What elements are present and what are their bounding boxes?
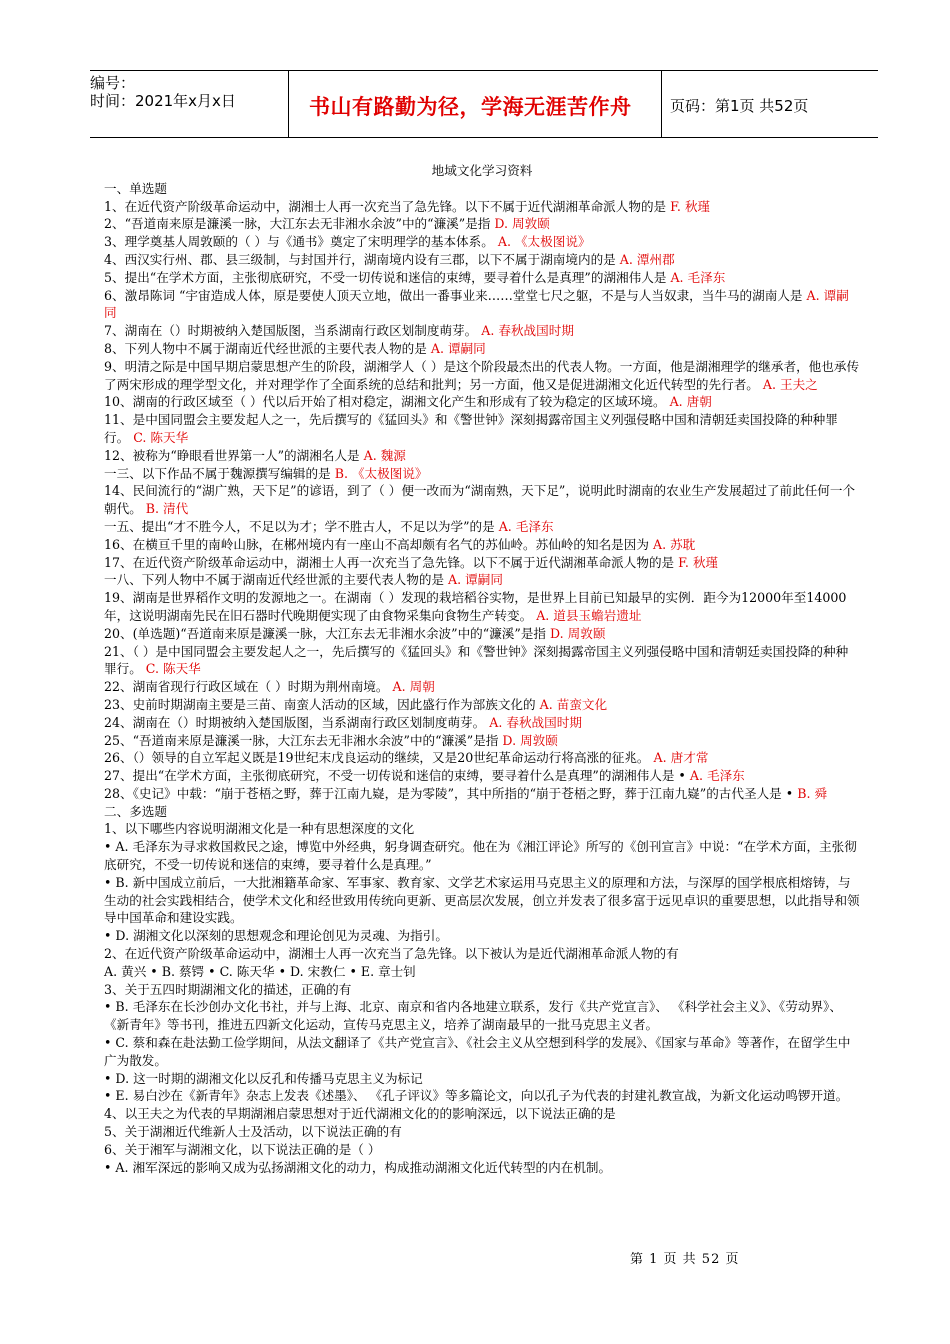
answer-text: F. 秋瑾	[670, 198, 711, 214]
question-text: 一三、以下作品不属于魏源撰写编辑的是	[104, 465, 335, 481]
question-line	[104, 447, 860, 465]
question-text: 3、理学奠基人周敦颐的（ ）与《通书》奠定了宋明理学的基本体系。	[104, 234, 498, 250]
question-line	[104, 820, 860, 838]
question-line	[104, 465, 860, 483]
question-text: 6、激昂陈词 “宇宙造成人体，原是要使人顶天立地，做出一番事业来……堂堂七尺之躯，不是与人当奴隶，当牛马的湖南人是	[104, 287, 807, 303]
question-line	[104, 180, 860, 198]
question-text: 3、关于五四时期湖湘文化的描述，正确的有	[104, 981, 352, 997]
question-line	[104, 1087, 860, 1105]
question-text: 6、关于湘军与湖湘文化，以下说法正确的是（ ）	[104, 1141, 381, 1157]
answer-text: C. 陈天华	[133, 429, 189, 445]
question-line	[104, 1105, 860, 1123]
question-text: 24、湖南在（）时期被纳入楚国版图，当系湖南行政区划制度萌芽。	[104, 714, 490, 730]
question-text: 一、单选题	[104, 180, 167, 196]
question-text: • C. 蔡和森在赴法勤工俭学期间，从法文翻译了《共产党宣言》、《社会主义从空想到科学的发展》、《国家与革命》等著作，在留学生中广为散发。	[104, 1035, 851, 1068]
question-text: 9、明清之际是中国早期启蒙思想产生的阶段，湖湘学人（ ）是这个阶段最杰出的代表人物。一方面，他是湖湘理学的继承者，他也承传了两宋形成的理学型文化，并对理学作了全面系统的总结和批判；另一方面，他又是促进湖湘文化近代转型的先行者。	[104, 358, 860, 392]
answer-text: A. 谭嗣同	[448, 572, 503, 588]
answer-text: C. 陈天华	[145, 661, 201, 677]
answer-text: D. 周敦颐	[550, 625, 606, 641]
question-text: 8、下列人物中不属于湖南近代经世派的主要代表人物的是	[104, 340, 431, 356]
answer-text: D. 周敦颐	[502, 732, 558, 748]
question-text: 4、以王夫之为代表的早期湖湘启蒙思想对于近代湖湘文化的的影响深远，以下说法正确的是	[104, 1106, 616, 1122]
question-line	[104, 927, 860, 945]
question-line	[104, 749, 860, 767]
question-text: 28、《史记》中载：“崩于苍梧之野，葬于江南九嶷，是为零陵”，其中所指的“崩于苍梧之野，葬于江南九嶷”的古代圣人是 •	[104, 785, 798, 801]
question-list	[104, 180, 860, 1177]
question-line	[104, 981, 860, 999]
question-text: 21、（ ）是中国同盟会主要发起人之一，先后撰写的《猛回头》和《警世钟》深刻揭露帝国主义列强侵略中国和清朝廷卖国投降的种种罪行。	[104, 643, 849, 677]
question-line	[104, 322, 860, 340]
answer-text: A. 毛泽东	[689, 768, 745, 784]
question-line	[104, 945, 860, 963]
question-line	[104, 803, 860, 821]
header-meta	[90, 71, 288, 140]
question-line	[104, 625, 860, 643]
question-line	[104, 998, 860, 1034]
answer-text: A. 潭州郡	[619, 251, 675, 267]
time-label: 时间：2021年x月x日	[90, 92, 236, 110]
motto: 书山有路勤为径，学海无涯苦作舟	[309, 95, 632, 119]
question-text: • B. 新中国成立前后，一大批湘籍革命家、军事家、教育家、文学艺术家运用马克思主义的原理和方法，与深厚的国学根底相熔铸，与生动的社会实践相结合，使学术文化和经世致用传统向更新、更高层次发展，创立并发表了很多富于远见卓识的重要思想，以此指导和领导中国革命和建设实践。	[104, 874, 860, 926]
page-footer: 第 1 页 共 52 页	[630, 1252, 740, 1267]
answer-text: D. 周敦颐	[494, 216, 550, 232]
question-text: 2、“吾道南来原是濂溪一脉，大江东去无非湘水余波”中的“濂溪”是指	[104, 216, 495, 232]
question-line	[104, 1159, 860, 1177]
question-text: 5、关于湖湘近代维新人士及活动，以下说法正确的有	[104, 1124, 402, 1140]
question-line	[104, 838, 860, 874]
question-line	[104, 269, 860, 287]
question-line	[104, 518, 860, 536]
question-text: 16、在横亘千里的南岭山脉，在郴州境内有一座山不高却颇有名气的苏仙岭。苏仙岭的知名是因为	[104, 536, 653, 552]
question-text: 23、史前时期湖南主要是三苗、南蛮人活动的区域，因此盛行作为部族文化的	[104, 696, 540, 712]
question-text: • D. 湖湘文化以深刻的思想观念和理论创见为灵魂、为指引。	[104, 928, 448, 944]
answer-text: A. 道县玉蟾岩遗址	[536, 607, 642, 623]
question-line	[104, 1034, 860, 1070]
question-line	[104, 198, 860, 216]
question-text: 4、西汉实行州、郡、县三级制，与封国并行，湖南境内设有三郡，以下不属于湖南境内的是	[104, 251, 620, 267]
question-line	[104, 767, 860, 785]
answer-text: B. 《太极图说》	[334, 465, 428, 481]
question-text: • D. 这一时期的湖湘文化以反孔和传播马克思主义为标记	[104, 1070, 423, 1086]
answer-text: A. 春秋战国时期	[489, 714, 582, 730]
question-line	[104, 963, 860, 981]
document-title: 地域文化学习资料	[431, 163, 533, 178]
question-line	[104, 696, 860, 714]
question-text: 26、（）领导的自立军起义既是19世纪末戊良运动的继续，又是20世纪革命运动行将高涨的征兆。	[104, 750, 654, 766]
question-text: 1、在近代资产阶级革命运动中，湖湘士人再一次充当了急先锋。以下不属于近代湖湘革命派人物的是	[104, 198, 671, 214]
answer-text: A. 《太极图说》	[497, 234, 591, 250]
question-line	[104, 287, 860, 323]
question-line	[104, 233, 860, 251]
document-body	[104, 162, 860, 1176]
question-line	[104, 215, 860, 233]
question-line	[104, 482, 860, 518]
answer-text: A. 苗蛮文化	[539, 696, 608, 712]
page-header	[90, 70, 878, 138]
question-text: 二、多选题	[104, 803, 167, 819]
answer-text: F. 秋瑾	[678, 554, 719, 570]
question-line	[104, 411, 860, 447]
question-text: 11、是中国同盟会主要发起人之一，先后撰写的《猛回头》和《警世钟》深刻揭露帝国主义列强侵略中国和清朝廷卖国投降的种种罪行。	[104, 412, 838, 445]
question-line	[104, 732, 860, 750]
question-line	[104, 251, 860, 269]
question-text: 17、在近代资产阶级革命运动中，湖湘士人再一次充当了急先锋。以下不属于近代湖湘革命派人物的是	[104, 554, 679, 570]
question-text: • B. 毛泽东在长沙创办文化书社，并与上海、北京、南京和省内各地建立联系，发行《共产党宣言》、 《科学社会主义》、《劳动界》、《新青年》等书刊，推进五四新文化运动，宣传马克思主义，培养了湖南最早的一批马克思主义者。	[104, 999, 842, 1033]
question-line	[104, 1070, 860, 1088]
question-text: • A. 湘军深远的影响又成为弘扬湖湘文化的动力，构成推动湖湘文化近代转型的内在机制。	[104, 1159, 612, 1175]
question-text: 20、(单选题)“吾道南来原是濂溪一脉，大江东去无非湘水余波”中的“濂溪”是指	[104, 625, 551, 641]
page-label: 页码：第1页 共52页	[670, 97, 809, 115]
question-text: 一五、提出“才不胜今人，不足以为才；学不胜古人，不足以为学”的是	[104, 518, 499, 534]
question-line	[104, 1141, 860, 1159]
question-line	[104, 643, 860, 679]
question-text: 19、湖南是世界稻作文明的发源地之一。在湖南（ ）发现的栽培稻谷实物，是世界上目前已知最早的实例．距今为12000年至14000年，这说明湖南先民在旧石器时代晚期便实现了由食物采集向食物生产转变。	[104, 590, 847, 623]
answer-text: A. 唐朝	[669, 394, 712, 410]
answer-text: A. 春秋战国时期	[481, 323, 574, 339]
question-text: 一八、下列人物中不属于湖南近代经世派的主要代表人物的是	[104, 572, 449, 588]
question-line	[104, 714, 860, 732]
question-text: 22、湖南省现行行政区域在（ ）时期为荆州南境。	[104, 679, 393, 695]
answer-text: A. 谭嗣同	[104, 287, 849, 321]
question-line	[104, 358, 860, 394]
answer-text: A. 周朝	[392, 679, 435, 695]
answer-text: A. 毛泽东	[670, 269, 726, 285]
question-text: 10、湖南的行政区域至（ ）代以后开始了相对稳定，湖湘文化产生和形成有了较为稳定的区域环境。	[104, 394, 670, 410]
question-text: 27、提出“在学术方面，主张彻底研究，不受一切传说和迷信的束缚，要寻着什么是真理”的湖湘伟人是 •	[104, 768, 690, 784]
question-text: • A. 毛泽东为寻求救国救民之途，博览中外经典，躬身调查研究。他在为《湘江评论》所写的《创刊宣言》中说：“在学术方面，主张彻底研究，不受一切传说和迷信的束缚，要寻着什么是真理。”	[104, 839, 857, 873]
question-text: 1、以下哪些内容说明湖湘文化是一种有思想深度的文化	[104, 821, 415, 837]
answer-text: B. 舜	[797, 785, 828, 801]
answer-text: B. 清代	[145, 501, 189, 517]
answer-text: A. 魏源	[363, 447, 406, 463]
question-text: A. 黄兴 • B. 蔡锷 • C. 陈天华 • D. 宋教仁 • E. 章士钊	[104, 963, 416, 979]
answer-text: A. 唐才常	[653, 750, 709, 766]
answer-text: A. 苏耽	[652, 536, 696, 552]
question-text: • E. 易白沙在《新青年》杂志上发表《述墨》、 《孔子评议》等多篇论文，向以孔子为代表的封建礼教宣战，为新文化运动鸣锣开道。	[104, 1088, 849, 1104]
question-text: 5、提出“在学术方面，主张彻底研究，不受一切传说和迷信的束缚，要寻着什么是真理”的湖湘伟人是	[104, 269, 671, 285]
question-line	[104, 874, 860, 927]
question-text: 12、被称为“睁眼看世界第一人”的湖湘名人是	[104, 447, 364, 463]
answer-text: A. 谭嗣同	[430, 340, 486, 356]
question-line	[104, 1123, 860, 1141]
question-line	[104, 571, 860, 589]
question-text: 2、在近代资产阶级革命运动中，湖湘士人再一次充当了急先锋。以下被认为是近代湖湘革命派人物的有	[104, 946, 679, 962]
question-line	[104, 554, 860, 572]
question-line	[104, 678, 860, 696]
answer-text: A. 王夫之	[762, 376, 818, 392]
question-text: 25、“吾道南来原是濂溪一脉，大江东去无非湘水余波”中的“濂溪”是指	[104, 732, 503, 748]
question-line	[104, 589, 860, 625]
question-line	[104, 340, 860, 358]
question-line	[104, 536, 860, 554]
question-line	[104, 785, 860, 803]
question-text: 14、民间流行的“湖广熟，天下足”的谚语，到了（ ）便一改而为“湖南熟，天下足”，说明此时湖南的农业生产发展超过了前此任何一个朝代。	[104, 483, 856, 517]
number-label: 编号：	[90, 74, 136, 92]
question-text: 7、湖南在（）时期被纳入楚国版图，当系湖南行政区划制度萌芽。	[104, 323, 482, 339]
header-motto-cell	[288, 71, 662, 137]
answer-text: A. 毛泽东	[498, 518, 554, 534]
question-line	[104, 393, 860, 411]
